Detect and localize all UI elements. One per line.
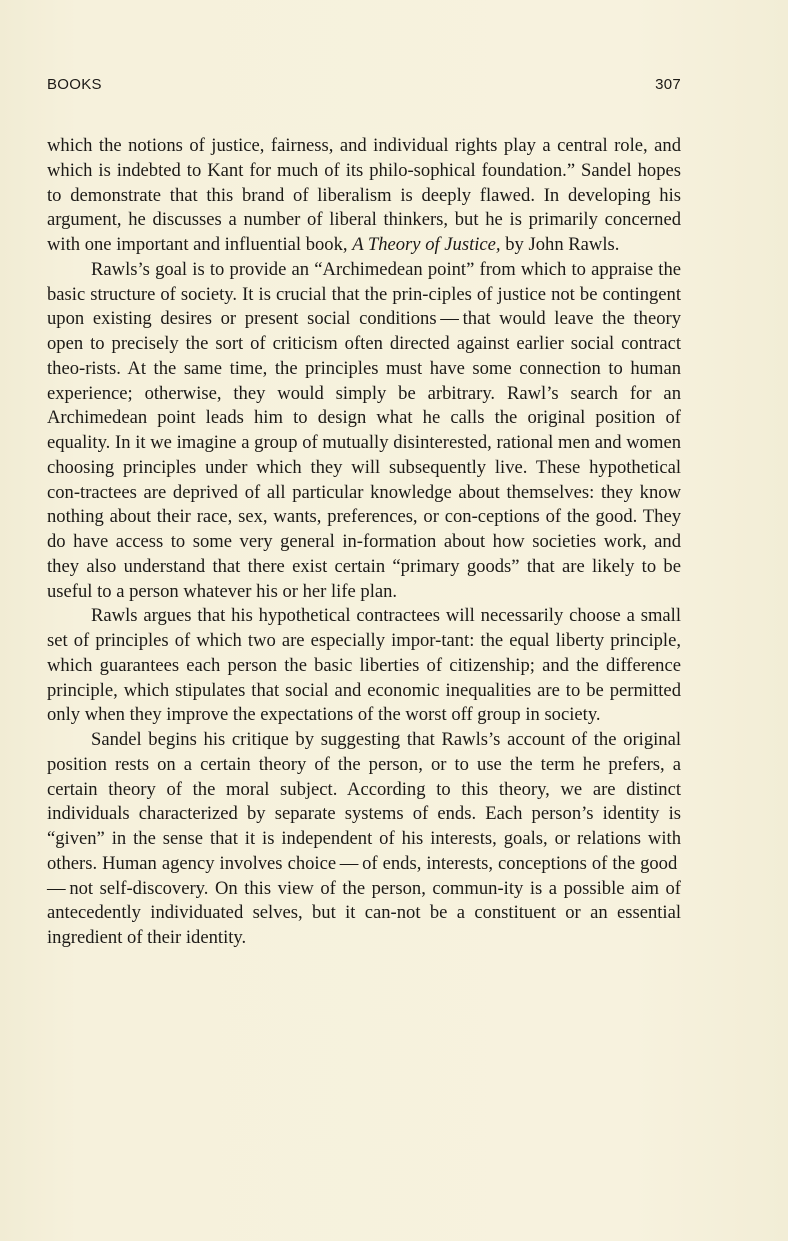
running-head — [47, 76, 681, 98]
paragraph-4: Sandel begins his critique by suggesting that Rawls’s account of the original position rests on a certain theory of the person, or to use the term he prefers, a certain theory of the moral subject. According to this theory, we are distinct individuals characterized by separate systems of ends. Each person’s identity is “given” in the sense that it is independent of his interests, goals, or relations with others. Human agency involves choice — of ends, interests, conceptions of the good — not self-discovery. On this view of the person, commun-ity is a possible aim of antecedently individuated selves, but it can-not be a constituent or an essential ingredient of their identity. — [47, 729, 681, 948]
paragraph-3: Rawls argues that his hypothetical contractees will necessarily choose a small set of principles of which two are especially impor-tant: the equal liberty principle, which guarantees each person the basic liberties of citizenship; and the difference principle, which stipulates that social and economic inequalities are to be permitted only when they improve the expectations of the worst off group in society. — [47, 605, 681, 726]
book-title: A Theory of Justice, — [352, 234, 501, 255]
paragraph-1-end: by John Rawls. — [500, 234, 620, 255]
running-head-section: BOOKS — [47, 76, 102, 93]
paragraph-1 — [47, 134, 681, 258]
paragraph-1-text: which the notions of justice, fairness, and individual rights play a central role, and which is indebted to Kant for much of its philo-sophical foundation.” Sandel hopes to demonstrate that this brand of liberalism is deeply flawed. In developing his argument, he discusses a number of liberal thinkers, but he is primarily concerned with one important and influential book, — [47, 135, 681, 255]
page-number: 307 — [655, 76, 681, 93]
body-text — [47, 134, 681, 951]
paragraph-2: Rawls’s goal is to provide an “Archimedean point” from which to appraise the basic structure of society. It is crucial that the prin-ciples of justice not be contingent upon existing desires or present social conditions — that would leave the theory open to precisely the sort of criticism often directed against earlier social contract theo-rists. At the same time, the principles must have some connection to human experience; otherwise, they would simply be arbitrary. Rawl’s search for an Archimedean point leads him to design what he calls the original position of equality. In it we imagine a group of mutually disinterested, rational men and women choosing principles under which they will subsequently live. These hypothetical con-tractees are deprived of all particular knowledge about themselves: they know nothing about their race, sex, wants, preferences, or con-ceptions of the good. They do have access to some very general in-formation about how societies work, and they also understand that there exist certain “primary goods” that are likely to be useful to a person whatever his or her life plan. — [47, 258, 681, 602]
